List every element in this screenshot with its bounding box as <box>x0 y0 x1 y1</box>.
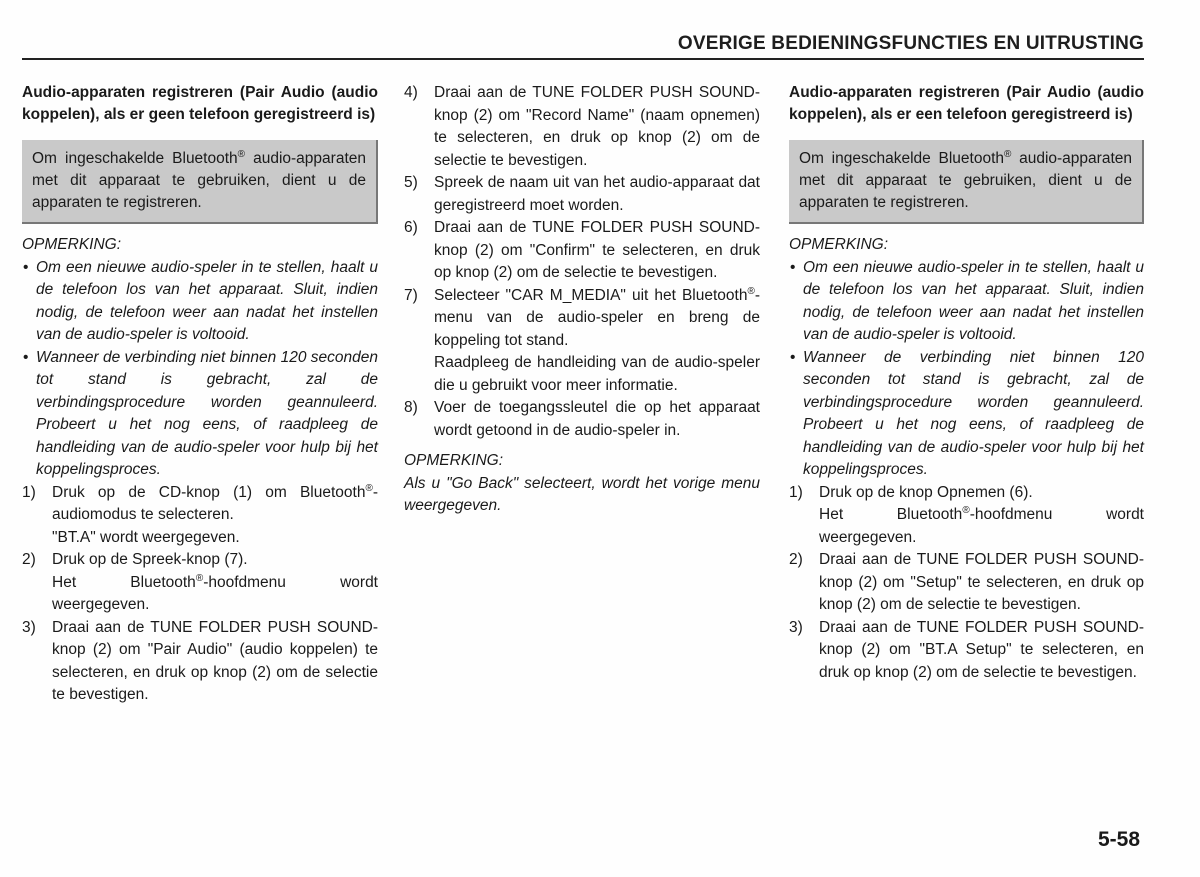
note-title: OPMERKING: <box>789 236 889 253</box>
note-block <box>404 450 760 518</box>
step-extra-pre: Het Bluetooth <box>52 573 196 591</box>
step-item <box>404 82 760 172</box>
registered-mark: ® <box>237 148 246 160</box>
section-heading-no-phone: Audio-apparaten registreren (Pair Audio (audio koppelen), als er geen telefoon geregistreerd is) <box>22 84 378 123</box>
info-box <box>789 140 1144 224</box>
step-number: 2) <box>22 551 36 568</box>
step-list <box>404 82 760 442</box>
right-column <box>789 82 1144 684</box>
page-number: 5-58 <box>1097 828 1140 851</box>
header-divider <box>22 58 1144 60</box>
step-item <box>404 397 760 442</box>
step-item <box>789 617 1144 685</box>
note-title: OPMERKING: <box>22 236 122 253</box>
step-extra-post: -hoofdmenu wordt weergegeven. <box>819 506 1144 546</box>
step-item <box>789 549 1144 617</box>
note-bullet: • Om een nieuwe audio-speler in te stellen, haalt u de telefoon los van het apparaat. Sluit, indien nodig, de telefoon weer aan nadat het instellen van de audio-speler is voltooid. <box>789 257 1144 347</box>
step-text: Spreek de naam uit van het audio-apparaat dat geregistreerd moet worden. <box>434 174 760 214</box>
step-extra-post: -hoofdmenu wordt weergegeven. <box>52 573 378 613</box>
step-extra: Raadpleeg de handleiding van de audio-speler die u gebruikt voor meer informatie. <box>434 354 760 394</box>
step-text: Draai aan de TUNE FOLDER PUSH SOUND-knop (2) om "Pair Audio" (audio koppelen) te selecteren, en druk op knop (2) om de selectie te bevestigen. <box>52 618 378 703</box>
step-number: 1) <box>22 483 36 501</box>
note-bullets <box>789 257 1144 482</box>
info-box-text-post: audio-apparaten met dit apparaat te gebruiken, dient u de apparaten te registreren. <box>32 150 366 211</box>
step-number: 3) <box>22 618 36 636</box>
page-header-title: OVERIGE BEDIENINGSFUNCTIES EN UITRUSTING <box>677 33 1144 54</box>
step-number: 6) <box>404 219 418 236</box>
step-text: Draai aan de TUNE FOLDER PUSH SOUND-knop (2) om "Setup" te selecteren, en druk op knop (2) om de selectie te bevestigen. <box>819 551 1144 613</box>
step-text: Voer de toegangssleutel die op het apparaat wordt getoond in de audio-speler in. <box>434 399 760 439</box>
step-number: 4) <box>404 84 418 101</box>
step-number: 7) <box>404 286 418 304</box>
registered-mark: ® <box>962 504 970 516</box>
note-bullets <box>22 257 378 482</box>
step-item <box>22 482 378 550</box>
step-item <box>404 285 760 398</box>
step-extra: "BT.A" wordt weergegeven. <box>52 528 240 546</box>
step-text-pre: Druk op de CD-knop (1) om Bluetooth <box>52 483 366 501</box>
section-heading-with-phone: Audio-apparaten registreren (Pair Audio (audio koppelen), als er een telefoon geregistreerd is) <box>789 84 1144 123</box>
registered-mark: ® <box>747 285 755 297</box>
step-number: 8) <box>404 399 418 416</box>
info-box-text-post: audio-apparaten met dit apparaat te gebruiken, dient u de apparaten te registreren. <box>799 150 1132 211</box>
step-text: Draai aan de TUNE FOLDER PUSH SOUND-knop (2) om "Record Name" (naam opnemen) te selecteren, en druk op knop (2) om de selectie te bevestigen. <box>434 84 760 169</box>
step-text: Druk op de knop Opnemen (6). <box>819 483 1033 501</box>
info-box-text-pre: Om ingeschakelde Bluetooth <box>32 150 238 167</box>
step-extra <box>52 572 378 617</box>
step-text: Druk op de Spreek-knop (7). <box>52 551 248 568</box>
left-column <box>22 82 378 707</box>
step-text-post: -menu van de audio-speler en breng de koppeling tot stand. <box>434 286 760 349</box>
note-bullet: • Wanneer de verbinding niet binnen 120 seconden tot stand is gebracht, zal de verbindingsprocedure worden geannuleerd. Probeert u het nog eens, of raadpleeg de handleiding van de audio-speler voor hulp bij het koppelingsproces. <box>789 347 1144 482</box>
note-text: Als u "Go Back" selecteert, wordt het vorige menu weergegeven. <box>404 474 760 514</box>
step-text-pre: Selecteer "CAR M_MEDIA" uit het Bluetooth <box>434 286 748 304</box>
middle-column <box>404 82 760 518</box>
step-item <box>404 172 760 217</box>
step-number: 3) <box>789 618 803 636</box>
step-text: Draai aan de TUNE FOLDER PUSH SOUND-knop (2) om "Confirm" te selecteren, en druk op knop (2) om de selectie te bevestigen. <box>434 219 760 281</box>
registered-mark: ® <box>1004 148 1012 160</box>
step-text: Draai aan de TUNE FOLDER PUSH SOUND-knop (2) om "BT.A Setup" te selecteren, en druk op knop (2) om de selectie te bevestigen. <box>819 618 1144 681</box>
step-number: 1) <box>789 483 803 501</box>
registered-mark: ® <box>365 482 373 494</box>
step-extra <box>819 504 1144 549</box>
step-item <box>404 217 760 285</box>
note-bullet: • Wanneer de verbinding niet binnen 120 seconden tot stand is gebracht, zal de verbindingsprocedure worden geannuleerd. Probeert u het nog eens, of raadpleeg de handleiding van de audio-speler voor hulp bij het koppelingsproces. <box>22 347 378 482</box>
step-text-post: -audiomodus te selecteren. <box>52 483 378 523</box>
step-number: 5) <box>404 174 418 191</box>
info-box <box>22 140 378 224</box>
registered-mark: ® <box>195 572 204 584</box>
step-extra-pre: Het Bluetooth <box>819 506 963 523</box>
step-number: 2) <box>789 551 803 568</box>
step-item <box>22 617 378 707</box>
step-item <box>789 482 1144 550</box>
step-list <box>789 482 1144 685</box>
note-bullet: • Om een nieuwe audio-speler in te stellen, haalt u de telefoon los van het apparaat. Sluit, indien nodig, de telefoon weer aan nadat het instellen van de audio-speler is voltooid. <box>22 257 378 347</box>
step-list <box>22 482 378 707</box>
step-item <box>22 549 378 617</box>
note-title: OPMERKING: <box>404 452 504 469</box>
info-box-text-pre: Om ingeschakelde Bluetooth <box>799 150 1004 167</box>
